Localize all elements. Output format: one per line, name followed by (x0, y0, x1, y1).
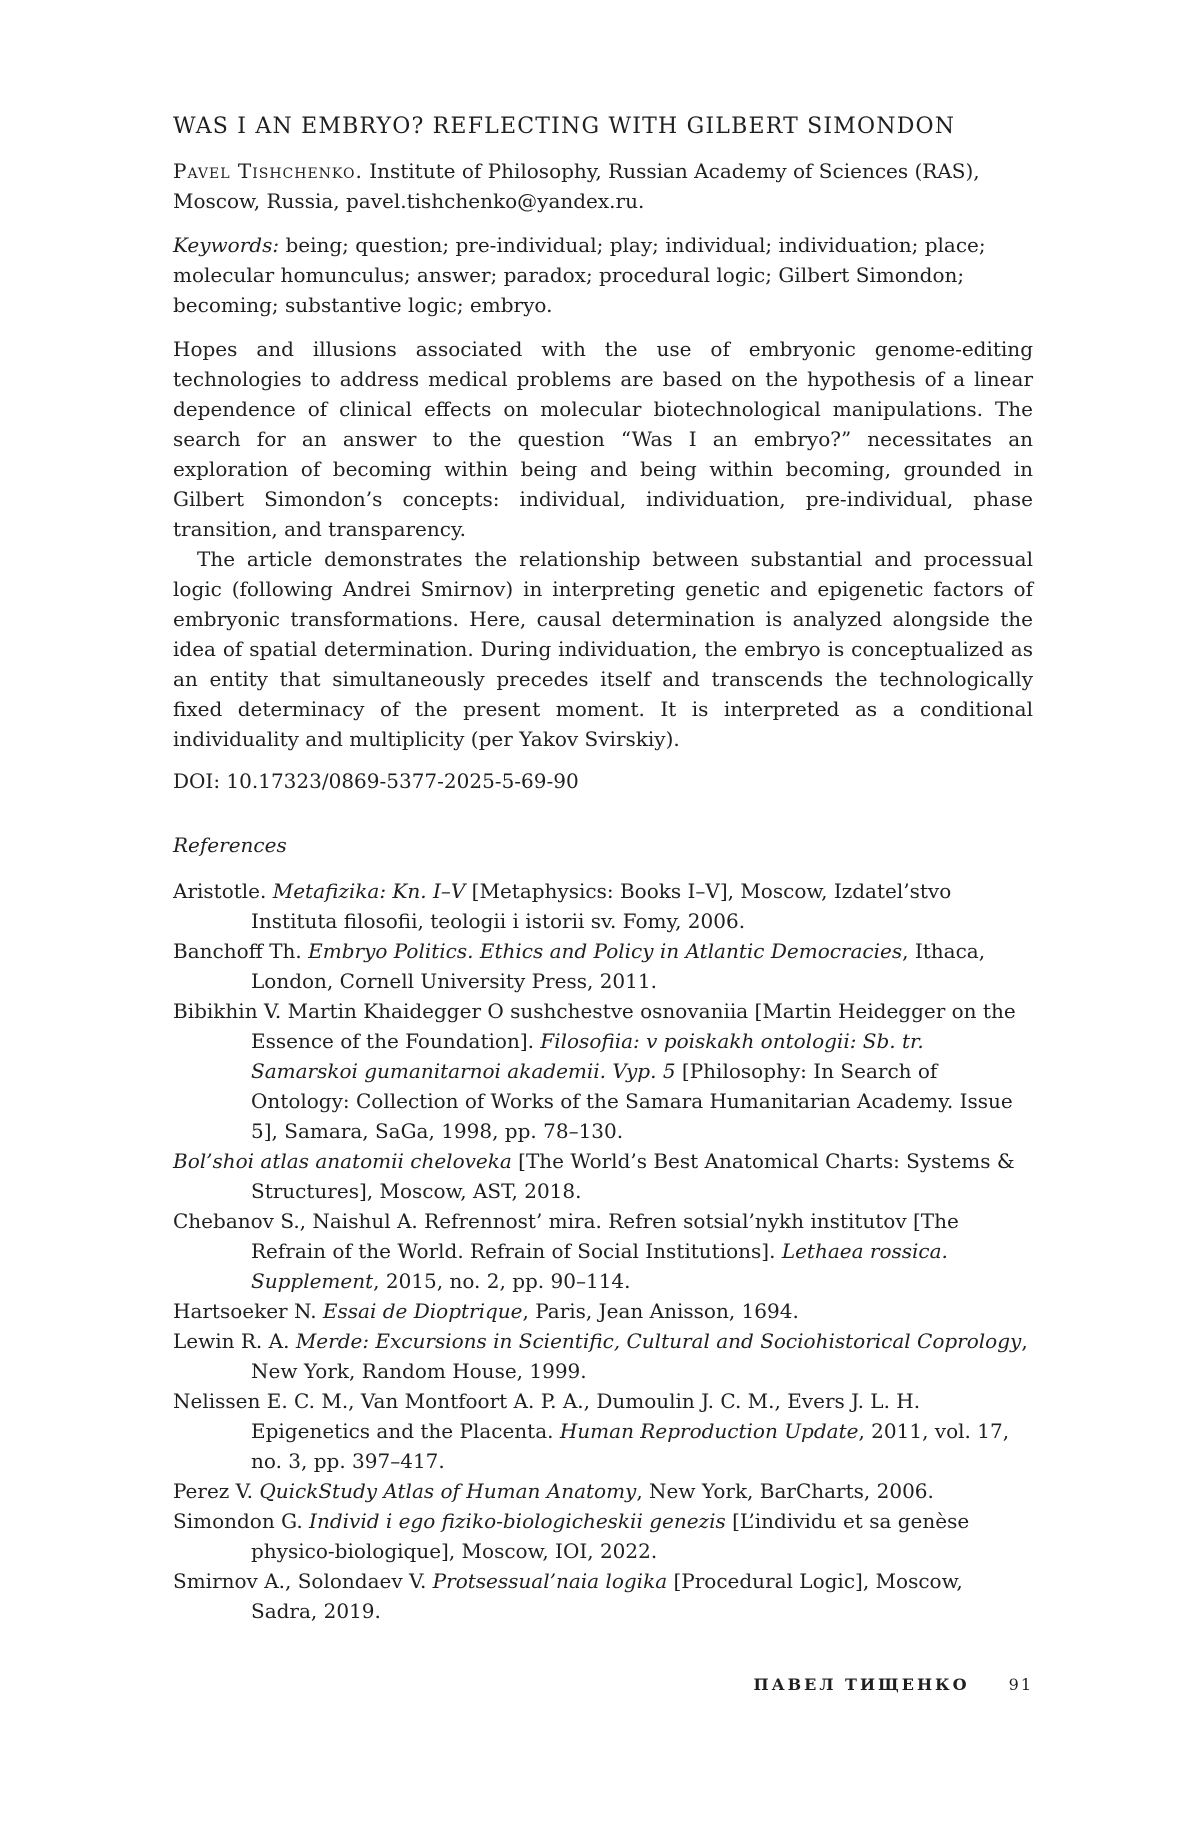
author-name: Pavel Tishchenko. (173, 159, 363, 183)
references-list (173, 876, 1033, 1626)
keywords-list: being; question; pre-individual; play; individual; individuation; place; molecular homunculus; answer; paradox; procedural logic; Gilbert Simondon; becoming; substantive logic; embryo. (173, 233, 986, 317)
reference-item: Bibikhin V. Martin Khaidegger O sushchestve osnovaniia [Martin Heidegger on the Essence of the Foundation]. Filosofiia: v poiskakh ontologii: Sb. tr. Samarskoi gumanitarnoi akademii. Vyp. 5 [Philosophy: In Search of Ontology: Collection of Works of the Samara Humanitarian Academy. Issue 5], Samara, SaGa, 1998, pp. 78–130. (173, 999, 1016, 1143)
reference-item: Banchoff Th. Embryo Politics. Ethics and Policy in Atlantic Democracies, Ithaca, London, Cornell University Press, 2011. (173, 939, 986, 993)
reference-item: Simondon G. Individ i ego fiziko-biologicheskii genezis [L’individu et sa genèse physico-biologique], Moscow, IOI, 2022. (173, 1509, 970, 1563)
reference-item: Hartsoeker N. Essai de Dioptrique, Paris, Jean Anisson, 1694. (173, 1299, 799, 1323)
reference-item: Smirnov A., Solondaev V. Protsessual’naia logika [Procedural Logic], Moscow, Sadra, 2019. (173, 1569, 963, 1623)
keywords (173, 230, 1033, 320)
reference-item: Aristotle. Metafizika: Kn. I–V [Metaphysics: Books I–V], Moscow, Izdatel’stvo Instituta filosofii, teologii i istorii sv. Fomy, 2006. (173, 879, 952, 933)
article-title: WAS I AN EMBRYO? REFLECTING WITH GILBERT SIMONDON (173, 114, 956, 139)
abstract-paragraph-2: The article demonstrates the relationship between substantial and processual logic (following Andrei Smirnov) in interpreting genetic and epigenetic factors of embryonic transformations. Here, causal determination is analyzed alongside the idea of spatial determination. During individuation, the embryo is conceptualized as an entity that simultaneously precedes itself and transcends the technologically fixed determinacy of the present moment. It is interpreted as a conditional individuality and multiplicity (per Yakov Svirskiy). (173, 547, 1033, 751)
reference-item: Lewin R. A. Merde: Excursions in Scientific, Cultural and Sociohistorical Coprology, New York, Random House, 1999. (173, 1329, 1028, 1383)
running-head: ПАВЕЛ ТИЩЕНКО (753, 1675, 970, 1694)
keywords-label: Keywords: (173, 233, 280, 257)
reference-item: Nelissen E. C. M., Van Montfoort A. P. A., Dumoulin J. C. M., Evers J. L. H. Epigenetics and the Placenta. Human Reproduction Update, 2011, vol. 17, no. 3, pp. 397–417. (173, 1389, 1010, 1473)
doi: DOI: 10.17323/0869-5377-2025-5-69-90 (173, 769, 579, 793)
references-heading: References (173, 833, 287, 857)
abstract (173, 334, 1033, 754)
page-footer (173, 1670, 1033, 1700)
abstract-paragraph-1: Hopes and illusions associated with the use of embryonic genome-editing technologies to address medical problems are based on the hypothesis of a linear dependence of clinical effects on molecular biotechnological manipulations. The search for an answer to the question “Was I an embryo?” necessitates an exploration of becoming within being and being within becoming, grounded in Gilbert Simondon’s concepts: individual, individuation, pre-individual, phase transition, and transparency. (173, 337, 1033, 541)
reference-item: Bol’shoi atlas anatomii cheloveka [The World’s Best Anatomical Charts: Systems & Structures], Moscow, AST, 2018. (173, 1149, 1015, 1203)
author-line (173, 156, 1033, 216)
page-number: 91 (1008, 1675, 1033, 1694)
reference-item: Chebanov S., Naishul A. Refrennost’ mira. Refren sotsial’nykh institutov [The Refrain of the World. Refrain of Social Institutions]. Lethaea rossica. Supplement, 2015, no. 2, pp. 90–114. (173, 1209, 959, 1293)
reference-item: Perez V. QuickStudy Atlas of Human Anatomy, New York, BarCharts, 2006. (173, 1479, 934, 1503)
author-affiliation: Institute of Philosophy, Russian Academy of Sciences (RAS), Moscow, Russia, pavel.tishchenko@yandex.ru. (173, 159, 980, 213)
